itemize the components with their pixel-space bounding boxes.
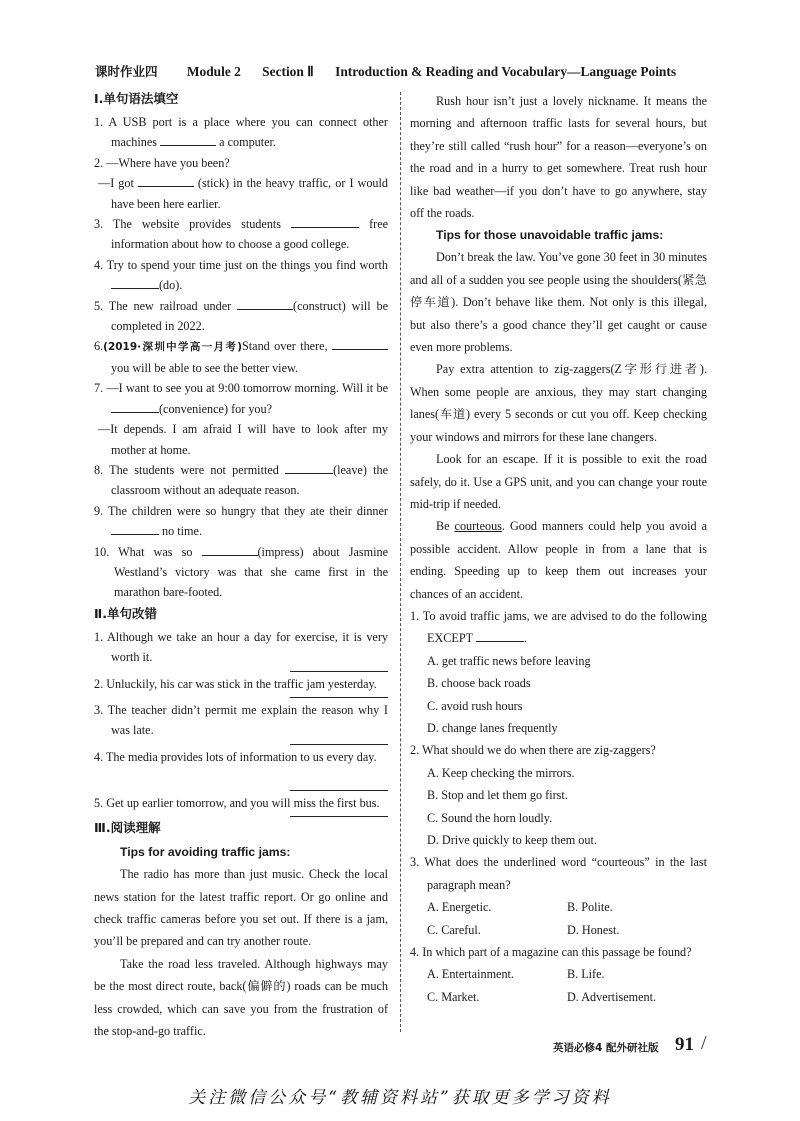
section-label: Section Ⅱ	[262, 64, 314, 79]
answer-blank[interactable]	[111, 400, 159, 413]
passage-paragraph-3: Rush hour isn’t just a lovely nickname. It means the morning and afternoon traffic lasts for several hours, but they’re still called “rush hour” for a reason—everyone’s on the road and in a hurry to get somewhere. Treat rush hour like bad weather—if you don’t have to go anywhere, stay off the roads.	[410, 94, 707, 221]
passage-title: Tips for avoiding traffic jams:	[120, 845, 291, 860]
answer-line[interactable]	[290, 790, 388, 791]
answer-line[interactable]	[290, 744, 388, 745]
option-c[interactable]: C. Sound the horn loudly.	[427, 810, 553, 825]
fill-question-2: 2. —Where have you been?	[94, 155, 230, 170]
passage-paragraph-2: Take the road less traveled. Although highways may be the most direct route, back(偏僻的) roads can be much less crowded, which can save you from the frustration of the stop-and-go traffic.	[94, 956, 388, 1039]
page-slash: /	[701, 1032, 707, 1054]
options-row	[410, 896, 707, 918]
option-d[interactable]: D. Honest.	[567, 922, 620, 937]
part3-title: Ⅲ.阅读理解	[94, 820, 161, 836]
error-correction-2: 2. Unluckily, his car was stick in the traffic jam yesterday.	[94, 674, 388, 694]
column-divider	[400, 92, 401, 1032]
answer-line[interactable]	[290, 671, 388, 672]
error-correction-4: 4. The media provides lots of information to us every day.	[94, 747, 388, 787]
option-c[interactable]: C. avoid rush hours	[427, 698, 523, 713]
lesson-label: 课时作业四	[95, 64, 158, 79]
fill-question-7-reply: —It depends. I am afraid I will have to look after my mother at home.	[98, 422, 388, 457]
answer-blank[interactable]	[332, 337, 388, 350]
error-correction-3: 3. The teacher didn’t permit me explain the reason why I was late.	[94, 700, 388, 741]
passage-paragraph-1: The radio has more than just music. Check the local news station for the latest traffic report. Or go online and check traffic cameras before you set out. If there is a jam, you’ll be prepared and can try another route.	[94, 867, 388, 949]
passage-paragraph-6: Look for an escape. If it is possible to exit the road safely, do it. Use a GPS unit, and you can change your route mid-trip if needed.	[410, 452, 707, 511]
passage-paragraph-5: Pay extra attention to zig-zaggers(Z字形行进者). When some people are anxious, they may start changing lanes(车道) every 5 seconds or cut you off. Keep checking your windows and mirrors for these lane changers.	[410, 362, 707, 444]
fill-question-7: 7. —I want to see you at 9:00 tomorrow morning. Will it be (convenience) for you?	[94, 381, 388, 416]
fill-question-5: 5. The new railroad under (construct) will be completed in 2022.	[94, 298, 388, 334]
option-b[interactable]: B. choose back roads	[427, 676, 531, 691]
option-d[interactable]: D. Advertisement.	[567, 989, 657, 1004]
answer-blank[interactable]	[138, 174, 194, 187]
options-row	[410, 963, 707, 985]
answer-blank[interactable]	[237, 297, 293, 310]
fill-question-3: 3. The website provides students free information about how to choose a good college.	[94, 217, 389, 252]
fill-question-6: 6.(2019·深圳中学高一月考)Stand over there, you will be able to see the better view.	[94, 336, 388, 378]
fill-question-8: 8. The students were not permitted (leave) the classroom without an adequate reason.	[94, 462, 388, 498]
fill-question-1: 1. A USB port is a place where you can connect other machines a computer.	[94, 115, 388, 150]
underlined-word: courteous	[454, 519, 502, 534]
reading-question-2: 2. What should we do when there are zig-zaggers?	[410, 743, 656, 758]
options-row	[410, 919, 707, 941]
answer-line[interactable]	[290, 697, 388, 698]
book-label: 英语必修4 配外研社版	[553, 1042, 659, 1054]
option-a[interactable]: A. Energetic.	[427, 900, 492, 915]
fill-question-4: 4. Try to spend your time just on the things you find worth (do).	[94, 257, 388, 293]
options-row	[410, 986, 707, 1008]
option-b[interactable]: B. Polite.	[567, 900, 613, 915]
option-c[interactable]: C. Careful.	[427, 922, 481, 937]
left-column	[94, 90, 388, 1042]
option-d[interactable]: D. Drive quickly to keep them out.	[427, 833, 597, 847]
fill-question-2-reply: —I got (stick) in the heavy traffic, or I would have been here earlier.	[98, 176, 388, 211]
right-column	[410, 90, 707, 1008]
answer-line[interactable]	[290, 816, 388, 817]
reading-question-3: 3. What does the underlined word “courteous” in the last paragraph mean?	[410, 855, 707, 892]
part2-title: Ⅱ.单句改错	[94, 605, 157, 621]
answer-blank[interactable]	[285, 461, 333, 474]
passage-paragraph-4: Don’t break the law. You’ve gone 30 feet in 30 minutes and all of a sudden you see people using the shoulders(紧急停车道). Don’t behave like them. Not only is this illegal, but also there’s a good chance they’ll get caught or cause even more problems.	[410, 250, 707, 355]
passage-paragraph-7: Be courteous. Good manners could help you avoid a possible accident. Allow people in from a lane that is ending. Speeding up to keep them out increases your chances of an accident.	[410, 519, 708, 601]
answer-blank[interactable]	[111, 522, 159, 535]
fill-question-10: 10. What was so (impress) about Jasmine Westland’s victory was that she came first in the marathon bare-footed.	[94, 544, 389, 600]
option-a[interactable]: A. Entertainment.	[427, 967, 514, 982]
option-b[interactable]: B. Stop and let them go first.	[427, 788, 568, 803]
source-tag: (2019·深圳中学高一月考)	[103, 341, 243, 354]
answer-blank[interactable]	[291, 215, 359, 228]
page-header	[95, 62, 705, 80]
fill-question-9: 9. The children were so hungry that they ate their dinner no time.	[94, 503, 388, 539]
error-correction-5: 5. Get up earlier tomorrow, and you will miss the first bus.	[94, 793, 388, 813]
reading-question-4: 4. In which part of a magazine can this passage be found?	[410, 945, 692, 960]
option-c[interactable]: C. Market.	[427, 989, 480, 1004]
error-correction-1: 1. Although we take an hour a day for exercise, it is very worth it.	[94, 627, 388, 668]
page-number: 91	[675, 1034, 694, 1055]
watermark-text: 关注微信公众号“教辅资料站”获取更多学习资料	[188, 1088, 612, 1108]
option-a[interactable]: A. get traffic news before leaving	[427, 653, 591, 668]
passage-subtitle: Tips for those unavoidable traffic jams:	[436, 228, 664, 243]
answer-blank[interactable]	[111, 276, 159, 289]
option-a[interactable]: A. Keep checking the mirrors.	[427, 765, 575, 780]
option-b[interactable]: B. Life.	[567, 967, 605, 982]
answer-blank[interactable]	[476, 629, 524, 642]
module-label: Module 2	[186, 64, 241, 79]
page-title: Introduction & Reading and Vocabulary—Language Points	[335, 64, 677, 79]
answer-blank[interactable]	[202, 543, 258, 556]
answer-blank[interactable]	[160, 133, 216, 146]
reading-question-1: 1. To avoid traffic jams, we are advised to do the following EXCEPT .	[410, 608, 707, 646]
option-d[interactable]: D. change lanes frequently	[427, 720, 558, 735]
part1-title: Ⅰ.单句语法填空	[94, 91, 179, 106]
